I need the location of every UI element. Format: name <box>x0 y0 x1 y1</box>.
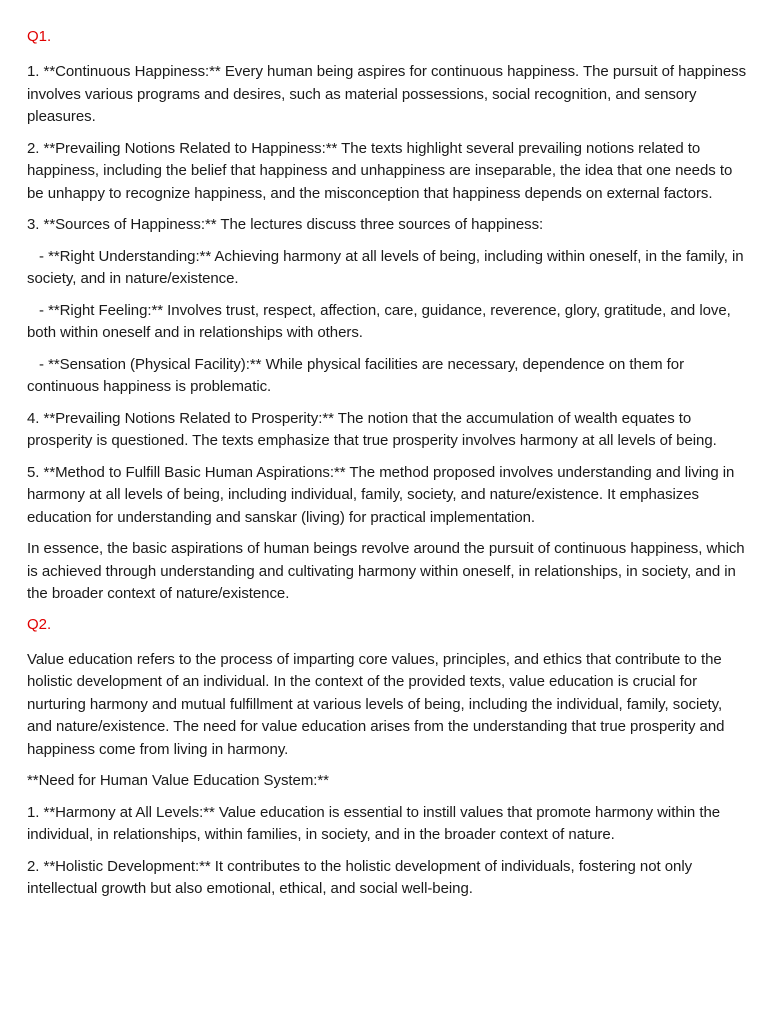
paragraph-sources-happiness: 3. **Sources of Happiness:** The lectures discuss three sources of happiness: <box>27 216 544 233</box>
paragraph-right-feeling: - **Right Feeling:** Involves trust, respect, affection, care, guidance, reverence, glory, gratitude, and love, both within oneself and in relationships with others. <box>27 301 731 341</box>
paragraph-value-education: Value education refers to the process of imparting core values, principles, and ethics that contribute to the holistic development of an individual. In the context of the provided texts, value education is crucial for nurturing harmony and mutual fulfillment at various levels of being, including the individual, family, society, and nature/existence. The need for value education arises from the understanding that true prosperity and happiness come from living in harmony. <box>27 650 725 758</box>
section-heading-q2: Q2. <box>27 615 52 633</box>
paragraph-right-understanding: - **Right Understanding:** Achieving harmony at all levels of being, including within oneself, in the family, in society, and in nature/existence. <box>27 247 744 287</box>
section-q1 <box>27 27 749 606</box>
paragraph-need-heading: **Need for Human Value Education System:** <box>27 772 329 789</box>
paragraph-harmony-all-levels: 1. **Harmony at All Levels:** Value education is essential to instill values that promote harmony within the individual, in relationships, within families, in society, and in the broader context of nature. <box>27 803 721 843</box>
paragraph-method-aspirations: 5. **Method to Fulfill Basic Human Aspirations:** The method proposed involves understanding and living in harmony at all levels of being, including individual, family, society, and nature/existence. It emphasizes education for understanding and sanskar (living) for practical implementation. <box>27 463 735 526</box>
paragraph-notions-prosperity: 4. **Prevailing Notions Related to Prosperity:** The notion that the accumulation of wealth equates to prosperity is questioned. The texts emphasize that true prosperity involves harmony at all levels of being. <box>27 409 717 449</box>
document-page <box>27 27 749 910</box>
paragraph-continuous-happiness: 1. **Continuous Happiness:** Every human being aspires for continuous happiness. The pursuit of happiness involves various programs and desires, such as material possessions, social recognition, and sensory pleasures. <box>27 63 747 125</box>
paragraph-in-essence: In essence, the basic aspirations of human beings revolve around the pursuit of continuous happiness, which is achieved through understanding and cultivating harmony within oneself, in relationships, in society, and in the broader context of nature/existence. <box>27 540 745 602</box>
section-q2 <box>27 615 749 901</box>
paragraph-notions-happiness: 2. **Prevailing Notions Related to Happiness:** The texts highlight several prevailing notions related to happiness, including the belief that happiness and unhappiness are inseparable, the idea that one needs to be unhappy to recognize happiness, and the misconception that happiness depends on external factors. <box>27 139 733 202</box>
paragraph-holistic-development: 2. **Holistic Development:** It contributes to the holistic development of individuals, fostering not only intellectual growth but also emotional, ethical, and social well-being. <box>27 857 693 897</box>
section-heading-q1: Q1. <box>27 28 52 45</box>
paragraph-sensation: - **Sensation (Physical Facility):** While physical facilities are necessary, dependence on them for continuous happiness is problematic. <box>27 355 685 395</box>
